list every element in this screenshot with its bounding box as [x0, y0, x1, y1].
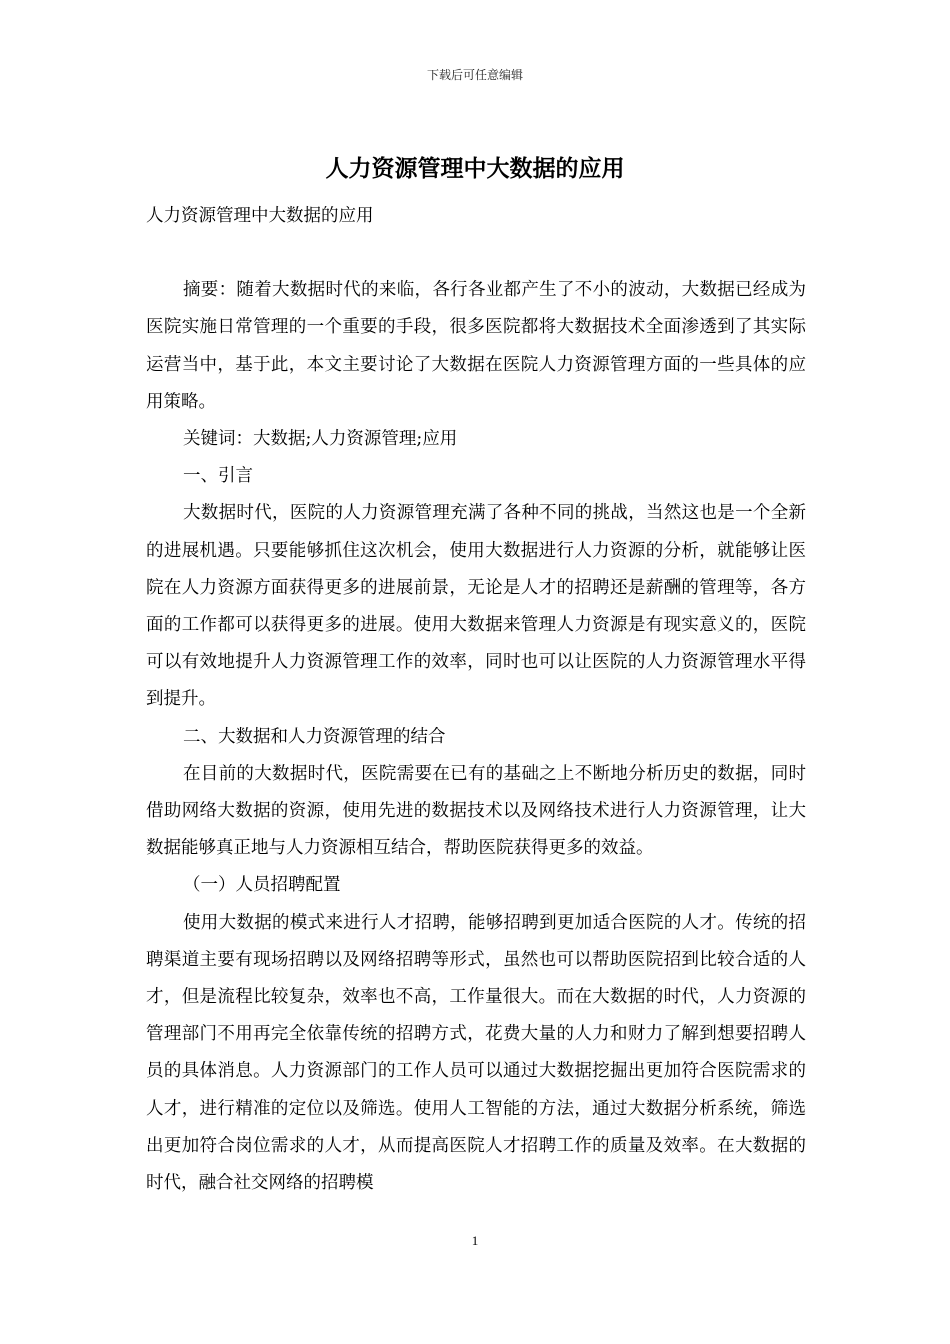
page-header: 下载后可任意编辑 [426, 68, 523, 82]
abstract-paragraph: 摘要：随着大数据时代的来临，各行各业都产生了不小的波动，大数据已经成为医院实施日常管理的一个重要的手段，很多医院都将大数据技术全面渗透到了其实际运营当中，基于此，本文主要讨论了大数据在医院人力资源管理方面的一些具体的应用策略。 [146, 280, 806, 412]
intro-paragraph: 大数据时代，医院的人力资源管理充满了各种不同的挑战，当然这也是一个全新的进展机遇。只要能够抓住这次机会，使用大数据进行人力资源的分析，就能够让医院在人力资源方面获得更多的进展前景，无论是人才的招聘还是薪酬的管理等，各方面的工作都可以获得更多的进展。使用大数据来管理人力资源是有现实意义的，医院可以有效地提升人力资源管理工作的效率，同时也可以让医院的人力资源管理水平得到提升。 [146, 503, 806, 710]
blank-line [146, 235, 806, 272]
recruitment-paragraph: 使用大数据的模式来进行人才招聘，能够招聘到更加适合医院的人才。传统的招聘渠道主要有现场招聘以及网络招聘等形式，虽然也可以帮助医院招到比较合适的人才，但是流程比较复杂，效率也不高，工作量很大。而在大数据的时代，人力资源的管理部门不用再完全依靠传统的招聘方式，花费大量的人力和财力了解到想要招聘人员的具体消息。人力资源部门的工作人员可以通过大数据挖掘出更加符合医院需求的人才，进行精准的定位以及筛选。使用人工智能的方法，通过大数据分析系统，筛选出更加符合岗位需求的人才，从而提高医院人才招聘工作的质量及效率。在大数据的时代，融合社交网络的招聘模 [146, 912, 806, 1194]
subsection-heading-recruitment: （一）人员招聘配置 [183, 875, 341, 896]
subtitle: 人力资源管理中大数据的应用 [146, 206, 374, 226]
section-heading-combination: 二、大数据和人力资源管理的结合 [183, 726, 446, 747]
document-title: 人力资源管理中大数据的应用 [325, 156, 625, 182]
keywords-line: 关键词：大数据;人力资源管理;应用 [183, 429, 458, 450]
combination-paragraph: 在目前的大数据时代，医院需要在已有的基础之上不断地分析历史的数据，同时借助网络大数据的资源，使用先进的数据技术以及网络技术进行人力资源管理，让大数据能够真正地与人力资源相互结合，帮助医院获得更多的效益。 [146, 763, 806, 859]
section-heading-intro: 一、引言 [183, 466, 253, 487]
document-body [146, 198, 806, 1202]
page-number: 1 [471, 1233, 479, 1248]
